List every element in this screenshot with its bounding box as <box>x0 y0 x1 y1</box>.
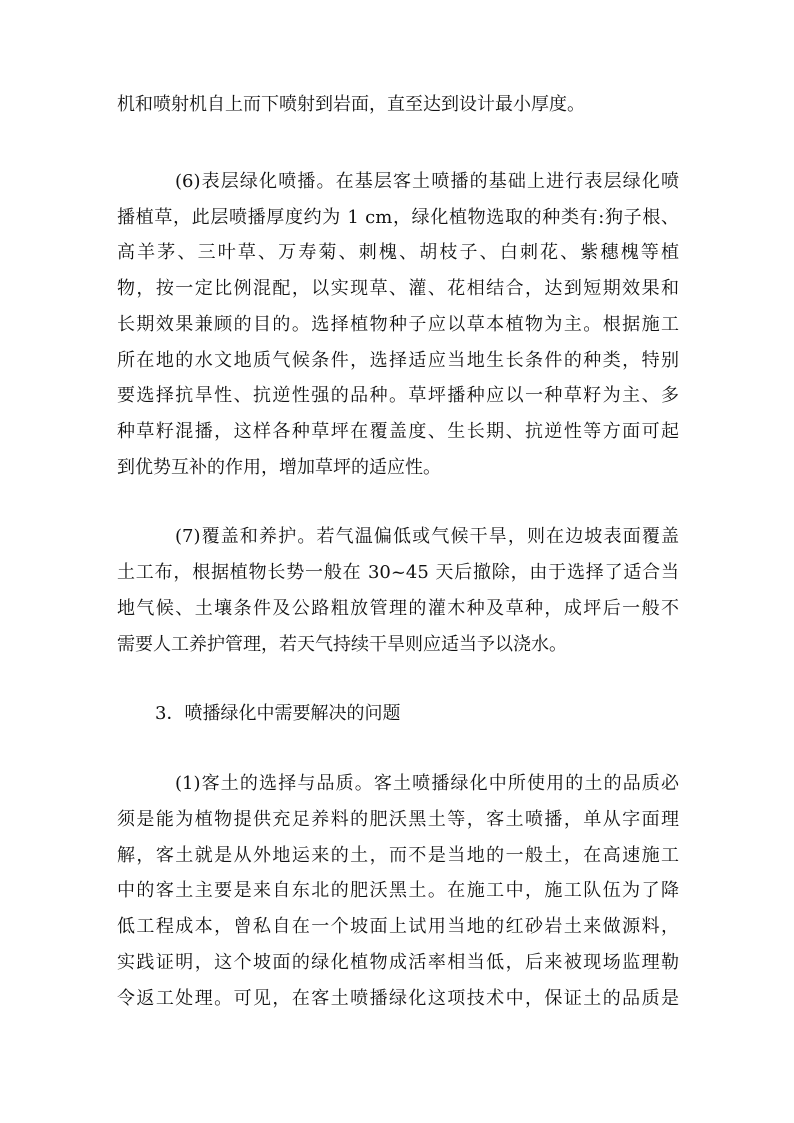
text-line: 种草籽混播，这样各种草坪在覆盖度、生长期、抗逆性等方面可起 <box>117 421 679 442</box>
text-line: 需要人工养护管理，若天气持续干旱则应适当予以浇水。 <box>117 634 567 655</box>
section-heading: 3．喷播绿化中需要解决的问题 <box>155 703 401 724</box>
text-line: 机和喷射机自上而下喷射到岩面，直至达到设计最小厚度。 <box>117 94 585 115</box>
text-line: 物，按一定比例混配，以实现草、灌、花相结合，达到短期效果和 <box>117 278 679 299</box>
text-line: 要选择抗旱性、抗逆性强的品种。草坪播种应以一种草籽为主、多 <box>117 385 679 406</box>
text-line: 所在地的水文地质气候条件，选择适应当地生长条件的种类，特别 <box>117 350 679 371</box>
text-line: 实践证明，这个坡面的绿化植物成活率相当低，后来被现场监理勒 <box>117 952 679 973</box>
text-line: 须是能为植物提供充足养料的肥沃黑土等，客土喷播，单从字面理 <box>117 809 679 830</box>
text-line: 到优势互补的作用，增加草坪的适应性。 <box>117 457 441 478</box>
text-line: 低工程成本，曾私自在一个坡面上试用当地的红砂岩土来做源料， <box>117 916 679 937</box>
text-line: 长期效果兼顾的目的。选择植物种子应以草本植物为主。根据施工 <box>117 314 679 335</box>
paragraph-7-first-line: (7)覆盖和养护。若气温偏低或气候干旱，则在边坡表面覆盖 <box>175 526 679 547</box>
text-line: 中的客土主要是来自东北的肥沃黑土。在施工中，施工队伍为了降 <box>117 880 679 901</box>
text-line: 解，客土就是从外地运来的土，而不是当地的一般土，在高速施工 <box>117 845 679 866</box>
text-line: 播植草，此层喷播厚度约为 1 cm，绿化植物选取的种类有:狗子根、 <box>117 207 679 228</box>
paragraph-1-first-line: (1)客土的选择与品质。客土喷播绿化中所使用的土的品质必 <box>175 773 679 794</box>
text-line: 土工布，根据植物长势一般在 30~45 天后撤除，由于选择了适合当 <box>117 562 679 583</box>
text-line: 地气候、土壤条件及公路粗放管理的灌木种及草种，成坪后一般不 <box>117 598 679 619</box>
text-line: 令返工处理。可见，在客土喷播绿化这项技术中，保证土的品质是 <box>117 988 679 1009</box>
text-line: 高羊茅、三叶草、万寿菊、刺槐、胡枝子、白刺花、紫穗槐等植 <box>117 242 679 263</box>
paragraph-6-first-line: (6)表层绿化喷播。在基层客土喷播的基础上进行表层绿化喷 <box>175 171 679 192</box>
